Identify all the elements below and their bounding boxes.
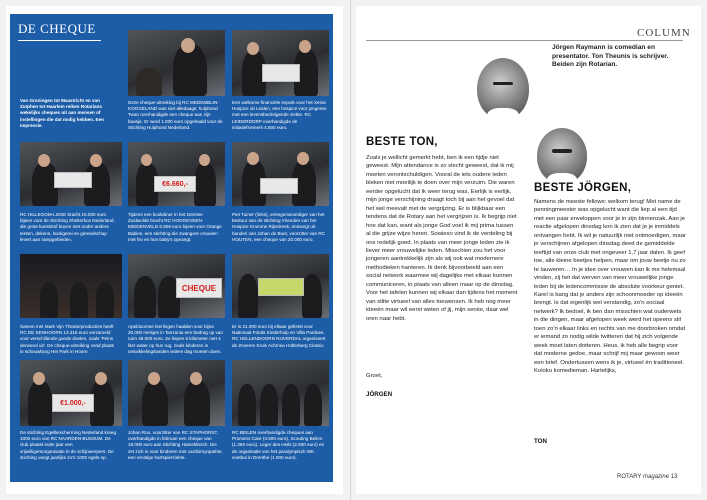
photo-houten — [232, 142, 329, 206]
letter2-signature: TON — [534, 438, 547, 445]
footer-magazine: magazine — [643, 474, 670, 480]
caption-apeldoorn: Apeldoornse leerlingen haalden voor bijna 20.000 meisjes in Tanzania een bedrag op van ruim 48.000 euro. Ze liepen 6 kilometer met 4 liter water op hun rug, zoals kinderen in ontwikkelingslanden iedere dag moeten doen. — [128, 324, 223, 354]
caption-houten: Piet Tuiner (links), vertegenwoordiger van het bestuur van de stichting Vrienden van het Hospice Kromme Rijnstreek, ontvangt uit handen van Johan de Boer, voorzitter van RC HOUTEN, een cheque van 20.000 euro. — [232, 212, 325, 242]
cheque-6660: €6.660,- — [154, 176, 196, 192]
photo-leiderdorp — [232, 30, 329, 96]
photo-apeldoorn — [128, 254, 225, 318]
caption-leiderdorp: Een welkome financiële impuls voor het Xenia Hospice uit Leiden, een hospice voor jongeren met een levensbedreigende ziekte. RC LEIDERDORP overhandigde de initiatiefnemers 4.500 euro. — [232, 100, 327, 130]
portrait-jorgen — [477, 58, 529, 120]
cheque-1000: €1.000,- — [52, 394, 94, 412]
title-rule — [18, 40, 101, 41]
column-label: COLUMN — [637, 27, 691, 39]
caption-hillegom: RC HILLEGOM-LISSE bracht 15.000 euro bijeen voor de Stichting Shelterbox Nederland, die grote kunststof boxen met onder andere tenten, dekens, kookgerei en gereedschap levert aan rampgebieden. — [20, 212, 115, 242]
letter1-closing: Groet, — [366, 373, 383, 379]
caption-beilen: RC BEILEN overhandigde cheques aan Promens Care (4.500 euro), Scouting Beilen (1.250 euro), Leger des Heils (2.500 euro) en de organisatie van het paralympisch WK voetbal in Drenthe (1.000 euro). — [232, 430, 325, 460]
letter1-heading: BESTE TON, — [366, 136, 438, 148]
caption-medemblin: Deze cheque-uitreiking bij RC MEDEMBLIN-KOGGELAND was niet alledaags: hulphond Twan overhandigde een cheque aan zijn baasje. Er werd 1.000 euro opgehaald voor de Stichting Hulphond Nederland. — [128, 100, 223, 130]
photo-hoogeveen — [128, 142, 225, 206]
portrait-ton — [537, 128, 587, 184]
caption-hoogeveen: Tijdens een kookdiner in het Drentse Zuidwolde bracht RC HOOGEVEEN-MIDDENVELD 6.608 euro bijeen voor Orange Babies, een stichting die zwangere vrouwen met hiv en hun baby's opvangt. — [128, 212, 222, 242]
intro-caption: Van Groningen tot Maastricht en van Zutphen tot Haarlem reiken Rotarians wekelijks cheques uit aan mensen of instellingen die dat nodig hebben. Een impressie. — [20, 98, 104, 128]
author-intro: Jörgen Raymann is comedian en presentator. Ton Theunis is schrijver. Beiden zijn Rotarian. — [552, 44, 669, 69]
letter1-signature: JÖRGEN — [366, 391, 393, 398]
page-number: 13 — [670, 474, 678, 480]
caption-hellendoorn: Er is 21.000 euro bij elkaar gefietst voor Nationaal Fonds Kinderhulp en Villa Pardoes. RC HELLENDOORN NIJVERDAL organiseert de Zeveren Kruis Achmea Holterberg Classic. — [232, 324, 326, 348]
caption-eenhoorn: Samen met Mark Vijn Theaterproducties heeft RC DE EENHOORN 13.416 euro verzameld voor verschillende goede doelen, zoals 'Peins derwend uit'. De cheque-uitreiking vond plaats in schouwburg Het Park in Hoorn. — [20, 324, 115, 354]
column-rule — [366, 40, 683, 41]
cheque-label: CHEQUE — [176, 278, 222, 298]
caption-naarden: De stichting Egelbescherming Nederland kreeg 1000 euro van RC NAARDEN-BUSSUM. De club plaatst ieder jaar een vrijwilligersorganisatie in de schijnwerpers. De stichting vangt jaarlijks zo'n 1000 egels op. — [20, 430, 117, 460]
letter2-heading: BESTE JÖRGEN, — [534, 182, 632, 194]
page-footer — [617, 474, 677, 480]
footer-brand: ROTARY — [617, 474, 642, 480]
photo-staphorst — [128, 360, 225, 426]
photo-eenhoorn — [20, 254, 122, 318]
photo-naarden — [20, 360, 122, 426]
letter1-body: Zoals je wellicht gemerkt hebt, ben ik een tijdje niet geweest. Mijn attendance is zo slecht geweest, dat ik mij moeten verontschuldigen. Vooral de iets oudere leden bleken niet moeilijk te doen over mijn verzuim. Die waren eerder opgelucht dat ik weer terug was. Eerlijk is eerlijk, mijn jonge verschijning draagt toch bij aan het gevoel dat het wel meevalt met de vergrijzing. Er is blijkbaar een tendens dat de Rotary aan het vergrijzen is. Ik begrijp niet hoe dat kan, want als jonge God voel ik mij prima tussen al die grijze wijze heren. Sowieso vind ik de verdeling bij ons redelijk goed. In plaats van meer jonge leden zie ik liever meer vrouwelijke leden. Misschien zou het voor jongeren aantrekkelijk zijn als wij ook wat modernere methodieken hanteren. Ik denk bijvoorbeeld aan een social network waarmee wij dagelijks met elkaar kunnen communiceren, in plaats van alleen maar op de dinsdag. Voor het tafelen kunnen wij elkaar dan tijdens het moment van stilte virtueel van alles toewensen. Ik heb nog meer ideeën maar wil eerst weten of jij, mijn senior, daar wel oren naar hebt. — [366, 155, 518, 322]
photo-beilen — [232, 360, 329, 426]
photo-medemblin — [128, 30, 225, 96]
photo-hellendoorn — [232, 254, 329, 318]
letter2-body: Namens de meeste fellows: welkom terug! Met name de penningmeester was opgelucht want die liep al een tijd met een paar enveloppen voor je in zijn binnenzak. Aan je reactie afgelopen dinsdag kon ik zien dat je je inmiddels ontvangen hebt. Ik wil je natuurlijk niet ontmoedigen, maar je verschijnen afgelopen dinsdag deed de gemiddelde leeftijd van onze club met ongeveer 1,7 jaar dalen. Ik geef toe, alle kleine beetjes helpen, maar om jouw beetje nu zo te lauweren… In je idee over vrouwen kan ik me helemaal vinden, zij het dat werven van meer vrouwelijke jonge leden bij de ledencommissie de absolute voorkeur geniet. Karel is bang dat je anders zijn schoonmoeder op ideeën brengt. Is dat eigenlijk wel verstandig, zo'n sociaal netwerk? Ik bedoel, ik ben dan misschien wat ouderwets in die dingen, maar afgelopen week werd het opeens stil toen zo'n elkaar links en rechts van me doorbroken omdat er iemand zo nodig wilde twitteren dat hij zich volgende week moet laten dotteren. Heus, ik heb alle begrip voor dat moderne gedoe, maar schrijf mij maar gewoon weer een brief. Ondertussen wens ik je, virtueel én traditioneel. Koloku komedieman. Hartelijks, — [534, 199, 686, 375]
photo-hillegom — [20, 142, 122, 206]
page-gutter — [350, 0, 351, 500]
caption-staphorst: Johan Roo, voorzitter van RC STAPHORST, overhandigde in februari een cheque van 18.000 euro aan Stichting Hameldreich. Die zet zich in voor kinderen met cardiomyopathie, een ernstige hartspierziekte. — [128, 430, 223, 460]
section-title: DE CHEQUE — [18, 21, 96, 36]
